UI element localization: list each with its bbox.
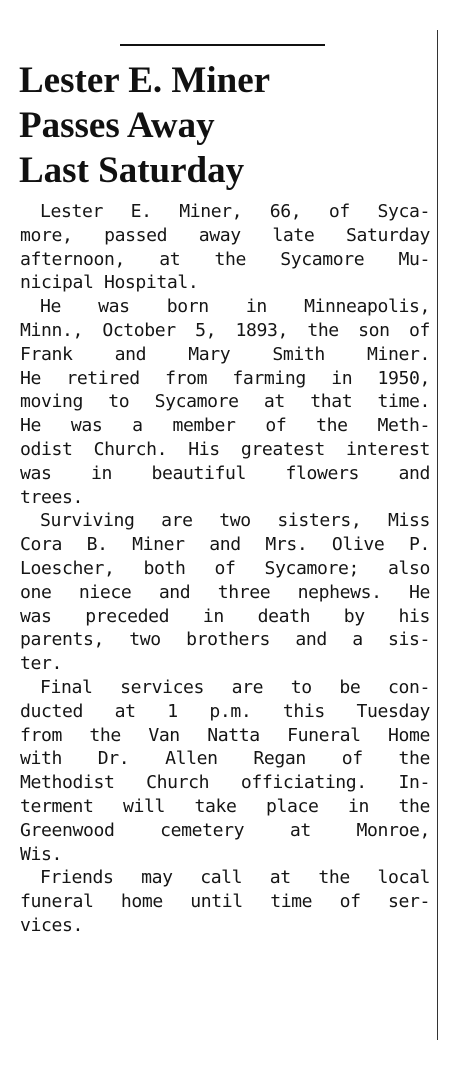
- headline-line-3: Last Saturday: [19, 150, 245, 191]
- headline-line-1: Lester E. Miner: [19, 60, 271, 101]
- paragraph-4: [20, 676, 430, 866]
- text-line: He retired from farming in 1950,: [20, 367, 430, 389]
- text-line: funeral home until time of ser-: [20, 891, 430, 913]
- paragraph-2: [20, 295, 430, 509]
- top-rule: [120, 44, 325, 46]
- text-line: Final services are to be con-: [40, 676, 430, 698]
- paragraph-3: [20, 509, 430, 676]
- text-line: afternoon, at the Sycamore Mu-: [20, 248, 430, 270]
- headline: [19, 58, 419, 193]
- text-line: was preceded in death by his: [20, 605, 430, 627]
- text-line: Friends may call at the local: [40, 867, 430, 889]
- paragraph-5: [20, 866, 430, 937]
- text-line: odist Church. His greatest interest: [20, 438, 430, 460]
- text-line: Greenwood cemetery at Monroe,: [20, 819, 430, 841]
- text-line: Wis.: [20, 843, 62, 865]
- text-line: ducted at 1 p.m. this Tuesday: [20, 700, 430, 722]
- text-line: terment will take place in the: [20, 795, 430, 817]
- column-edge-line: [437, 30, 438, 1040]
- text-line: more, passed away late Saturday: [20, 224, 430, 246]
- text-line: with Dr. Allen Regan of the: [20, 748, 430, 770]
- text-line: was in beautiful flowers and: [20, 462, 430, 484]
- paragraph-1: [20, 200, 430, 295]
- text-line: Lester E. Miner, 66, of Syca-: [40, 201, 430, 222]
- text-line: He was born in Minneapolis,: [40, 296, 430, 318]
- text-line: Cora B. Miner and Mrs. Olive P.: [20, 534, 430, 556]
- text-line: ter.: [20, 653, 62, 675]
- text-line: nicipal Hospital.: [20, 272, 199, 294]
- article-body: [20, 200, 430, 938]
- text-line: Minn., October 5, 1893, the son of: [20, 319, 430, 341]
- text-line: Surviving are two sisters, Miss: [40, 510, 430, 532]
- text-line: He was a member of the Meth-: [20, 415, 430, 437]
- text-line: moving to Sycamore at that time.: [20, 391, 430, 413]
- text-line: Frank and Mary Smith Miner.: [20, 343, 430, 365]
- text-line: from the Van Natta Funeral Home: [20, 724, 430, 746]
- text-line: vices.: [20, 914, 83, 936]
- text-line: trees.: [20, 486, 83, 508]
- text-line: Loescher, both of Sycamore; also: [20, 557, 430, 579]
- text-line: Methodist Church officiating. In-: [20, 772, 430, 794]
- text-line: parents, two brothers and a sis-: [20, 629, 430, 651]
- headline-line-2: Passes Away: [19, 105, 215, 146]
- text-line: one niece and three nephews. He: [20, 581, 430, 603]
